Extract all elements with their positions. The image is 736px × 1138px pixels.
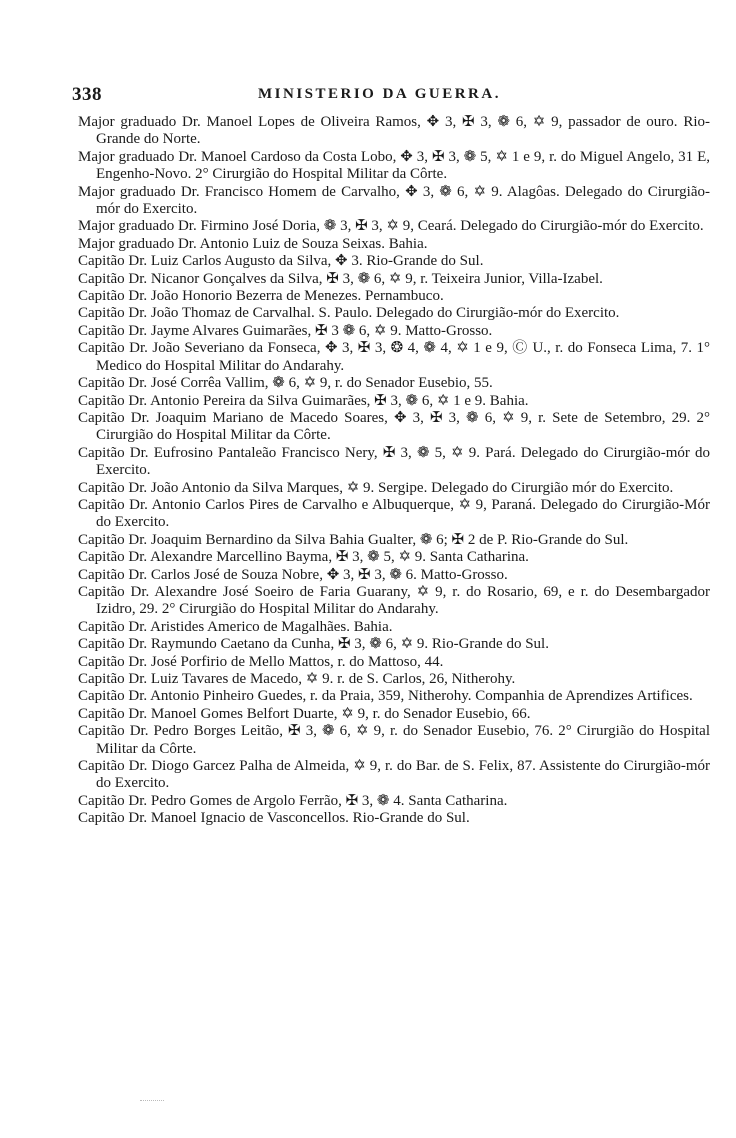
running-head: MINISTERIO DA GUERRA.: [258, 86, 501, 102]
scan-speck: [140, 1100, 164, 1105]
list-item: Major graduado Dr. Manoel Lopes de Oliveira Ramos, ✥ 3, ✠ 3, ❁ 6, ✡ 9, passador de ouro. Rio-Grande do Norte.: [78, 114, 710, 148]
list-item: Capitão Dr. Antonio Carlos Pires de Carvalho e Albuquerque, ✡ 9, Paraná. Delegado do Cirurgião-Mór do Exercito.: [78, 496, 710, 531]
list-item: Capitão Dr. Luiz Carlos Augusto da Silva, ✥ 3. Rio-Grande do Sul.: [78, 253, 484, 270]
list-item: Capitão Dr. João Antonio da Silva Marques, ✡ 9. Sergipe. Delegado do Cirurgião mór do Exercito.: [78, 479, 674, 496]
list-item: Capitão Dr. Jayme Alvares Guimarães, ✠ 3 ❁ 6, ✡ 9. Matto-Grosso.: [78, 322, 493, 339]
list-item: Capitão Dr. Nicanor Gonçalves da Silva, ✠ 3, ❁ 6, ✡ 9, r. Teixeira Junior, Villa-Izabel.: [78, 270, 603, 287]
list-item: Capitão Dr. Diogo Garcez Palha de Almeida, ✡ 9, r. do Bar. de S. Felix, 87. Assistente do Cirurgião-mór do Exercito.: [78, 758, 710, 792]
list-item: Capitão Dr. Joaquim Bernardino da Silva Bahia Gualter, ❁ 6; ✠ 2 de P. Rio-Grande do Sul.: [78, 531, 629, 548]
list-item: Capitão Dr. Manoel Ignacio de Vasconcellos. Rio-Grande do Sul.: [78, 810, 470, 827]
list-item: Capitão Dr. Alexandre Marcellino Bayma, ✠ 3, ❁ 5, ✡ 9. Santa Catharina.: [78, 549, 529, 566]
list-item: Capitão Dr. Alexandre José Soeiro de Faria Guarany, ✡ 9, r. do Rosario, 69, e r. do Desembargador Izidro, 29. 2° Cirurgião do Hospital Militar do Andarahy.: [78, 583, 710, 618]
list-item: Capitão Dr. Antonio Pinheiro Guedes, r. da Praia, 359, Nitherohy. Companhia de Aprendizes Artifices.: [78, 688, 693, 705]
list-item: Capitão Dr. Luiz Tavares de Macedo, ✡ 9. r. de S. Carlos, 26, Nitherohy.: [78, 671, 516, 687]
list-item: Capitão Dr. João Honorio Bezerra de Menezes. Pernambuco.: [78, 288, 444, 305]
list-item: Capitão Dr. Aristides Americo de Magalhães. Bahia.: [78, 618, 393, 635]
list-item: Capitão Dr. Eufrosino Pantaleão Francisco Nery, ✠ 3, ❁ 5, ✡ 9. Pará. Delegado do Cirurgião-mór do Exercito.: [78, 444, 710, 479]
list-item: Capitão Dr. João Thomaz de Carvalhal. S. Paulo. Delegado do Cirurgião-mór do Exercito.: [78, 305, 620, 322]
list-item: Capitão Dr. João Severiano da Fonseca, ✥ 3, ✠ 3, ❂ 4, ❁ 4, ✡ 1 e 9, Ⓒ U., r. do Fonseca Lima, 7. 1° Medico do Hospital Militar do Andarahy.: [78, 340, 710, 374]
document-page: [72, 80, 710, 828]
list-item: Capitão Dr. Antonio Pereira da Silva Guimarães, ✠ 3, ❁ 6, ✡ 1 e 9. Bahia.: [78, 392, 529, 409]
list-item: Major graduado Dr. Antonio Luiz de Souza Seixas. Bahia.: [78, 235, 428, 252]
officer-list: [78, 114, 710, 828]
list-item: Capitão Dr. Joaquim Mariano de Macedo Soares, ✥ 3, ✠ 3, ❁ 6, ✡ 9, r. Sete de Setembro, 29. 2° Cirurgião do Hospital Militar da Côrte.: [78, 409, 710, 444]
page-number: 338: [72, 84, 102, 105]
list-item: Capitão Dr. Manoel Gomes Belfort Duarte, ✡ 9, r. do Senador Eusebio, 66.: [78, 705, 531, 722]
list-item: Capitão Dr. Pedro Gomes de Argolo Ferrão, ✠ 3, ❁ 4. Santa Catharina.: [78, 792, 508, 809]
list-item: Capitão Dr. Carlos José de Souza Nobre, ✥ 3, ✠ 3, ❁ 6. Matto-Grosso.: [78, 566, 508, 583]
list-item: Major graduado Dr. Firmino José Doria, ❁ 3, ✠ 3, ✡ 9, Ceará. Delegado do Cirurgião-mór do Exercito.: [78, 218, 704, 235]
list-item: Capitão Dr. José Porfirio de Mello Mattos, r. do Mattoso, 44.: [78, 653, 444, 670]
list-item: Major graduado Dr. Manoel Cardoso da Costa Lobo, ✥ 3, ✠ 3, ❁ 5, ✡ 1 e 9, r. do Miguel Angelo, 31 E, Engenho-Novo. 2° Cirurgião do Hospital Militar da Côrte.: [78, 148, 710, 183]
page-header: [72, 80, 710, 114]
list-item: Capitão Dr. Pedro Borges Leitão, ✠ 3, ❁ 6, ✡ 9, r. do Senador Eusebio, 76. 2° Cirurgião do Hospital Militar da Côrte.: [78, 723, 710, 757]
list-item: Major graduado Dr. Francisco Homem de Carvalho, ✥ 3, ❁ 6, ✡ 9. Alagôas. Delegado do Cirurgião-mór do Exercito.: [78, 183, 710, 218]
list-item: Capitão Dr. Raymundo Caetano da Cunha, ✠ 3, ❁ 6, ✡ 9. Rio-Grande do Sul.: [78, 636, 549, 653]
list-item: Capitão Dr. José Corrêa Vallim, ❁ 6, ✡ 9, r. do Senador Eusebio, 55.: [78, 375, 493, 392]
